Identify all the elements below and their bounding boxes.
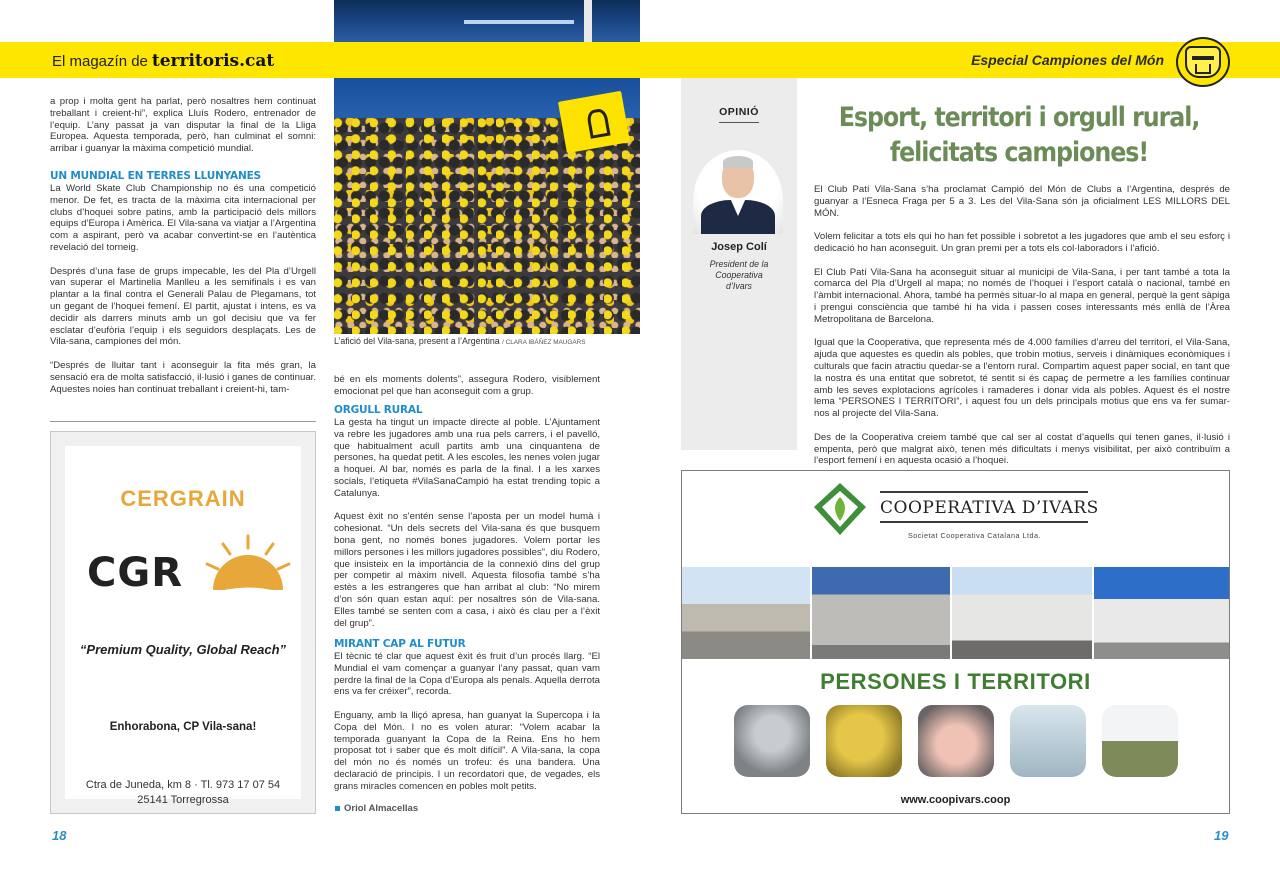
- address-line: Ctra de Juneda, km 8 · Tl. 973 17 07 54: [85, 779, 281, 791]
- opinion-sidebar: [681, 78, 797, 450]
- sun-icon: [203, 532, 293, 602]
- author-name: Oriol Almacellas: [344, 803, 419, 814]
- caption-text: L’afició del Vila-sana, present a l’Argentina: [334, 336, 500, 346]
- page-number-right: 19: [1214, 828, 1229, 843]
- cergrain-slogan: “Premium Quality, Global Reach”: [79, 642, 287, 657]
- ceiling-beam: [464, 20, 574, 24]
- paragraph: La World Skate Club Championship no és una competició menor. De fet, es tracta de la màxima cita internacional per clubs d’hoquei sobre patins, amb la participació dels millors equips d’Europa i Amèrica. El Vila-sana va viatjar a l’Argentina com a aspirant, però va acabar convertint-se en l’autèntica revelació del torneig.: [50, 183, 316, 253]
- coop-products: [734, 705, 1190, 777]
- paragraph: Enguany, amb la lliçó apresa, han guanyat la Supercopa i la Copa del Món. I no es volen aturar: “Volem acabar la temporada guanyant la Copa de la Reina. Ens ho hem proposat tot i saber que és molt difícil”. A Vila-sana, la copa del món no és només un trofeu: és una bandera. Una declaració de principis. I un recordatori que, de vegades, els grans miracles comencen en pobles molt petits.: [334, 709, 600, 792]
- arena-post: [584, 0, 592, 42]
- article-col2-mid: [334, 417, 600, 641]
- paragraph: a prop i molta gent ha parlat, però nosaltres hem continuat treballant i creient-hi”, explica Lluís Rodero, entrenador de l’equip. L’any passat ja van disputar la final de la Lliga Europea. Aquesta temporada, però, han culminat el somni: arribar i guanyar la màxima competició mundial.: [50, 96, 316, 155]
- coop-url[interactable]: www.coopivars.coop: [900, 794, 1011, 806]
- coop-tagline: Societat Cooperativa Catalana Ltda.: [908, 531, 1041, 540]
- crowd-photo: [334, 78, 640, 334]
- subheading-futur: MIRANT CAP AL FUTUR: [334, 638, 466, 650]
- divider: [50, 421, 316, 422]
- section-label: OPINIÓ: [719, 106, 759, 118]
- paragraph: bé en els moments dolents”, assegura Rodero, visiblement emocionat pel que han aconseguit com a grup.: [334, 374, 600, 397]
- opinion-author-role: President de la Cooperativa d’Ivars: [709, 259, 769, 291]
- photo-warehouse: [952, 567, 1092, 659]
- paragraph: Igual que la Cooperativa, que representa més de 4.000 famílies d’arreu del territori, el Vila-Sana, ajuda que aquestes es quedin als pobles, que trobin motius, serveis i dinàmiques econòmiques i culturals que facin atractiu quedar-se a l’entorn rural. Compartim aquest paper social, en tant que la nostra és una entitat que sobretot, té sentit si és capaç de permetre a les famílies continuar amb les seves explotacions agrícoles i ramaderes i donar vida als pobles. Aquest és el nostre lema “PERSONES I TERRITORI”, i aquest fou un dels principals motius que ens va fer sumar-nos al projecte del Vila-Sana.: [814, 337, 1230, 420]
- paragraph: El Club Patí Vila-Sana s’ha proclamat Campió del Món de Clubs a l’Argentina, després de guanyar a l’Esneca Fraga per 5 a 3. Les del Vila-Sana són ja oficialment LES MILLORS DEL MÓN.: [814, 184, 1230, 219]
- coop-rule-bottom: [880, 521, 1088, 523]
- paragraph: El tècnic té clar que aquest èxit és fruit d’un procés llarg. “El Mundial el vam començar a guanyar l’any passat, quan vam perdre la final de la Copa d’Europa als penals. Aquella derrota ens va fer créixer”, recorda.: [334, 651, 600, 698]
- opinion-author-name: Josep Colí: [711, 241, 767, 253]
- coop-photo-strip: [682, 567, 1230, 659]
- paragraph: “Després de lluitar tant i aconseguir la fita més gran, la sensació era de molta satisfacció, il·lusió i ganes de continuar. Aquestes noies han continuat treballant i creient-hi, tam-: [50, 359, 316, 395]
- photo-village: [682, 567, 810, 659]
- supporters-stands: [334, 118, 640, 334]
- page-title: Esport, territori i orgull rural, felicitats campiones!: [838, 102, 1200, 168]
- subheading-orgull: ORGULL RURAL: [334, 404, 423, 416]
- paragraph: Volem felicitar a tots els qui ho han fet possible i sobretot a les jugadores que amb el seu esforç i dedicació ho han aconseguit. Un gran premi per a tots els col·laboradors i l’afició.: [814, 231, 1230, 254]
- cergrain-congrats: Enhorabona, CP Vila-sana!: [109, 721, 257, 733]
- address-line: 25141 Torregrossa: [137, 794, 229, 806]
- photo-silos: [812, 567, 950, 659]
- photo-credit: / CLARA IBÁÑEZ MAUGARS: [502, 339, 586, 346]
- cgr-logo-letters: CGR: [87, 550, 183, 596]
- photo-store: [1094, 567, 1230, 659]
- product-pigs: [918, 705, 994, 777]
- product-irrigation: [1102, 705, 1178, 777]
- top-photo: [334, 0, 640, 42]
- cooperativa-ad[interactable]: [681, 470, 1230, 814]
- product-feed-bags: [1010, 705, 1086, 777]
- coop-slogan: PERSONES I TERRITORI: [820, 669, 1091, 694]
- magazine-title: [52, 51, 274, 71]
- article-col2-bottom: [334, 651, 600, 804]
- author-byline: [335, 803, 418, 814]
- magazine-prefix: El magazín de: [52, 53, 148, 70]
- page-number-left: 18: [52, 828, 67, 843]
- cgr-logo: [87, 532, 287, 602]
- photo-caption: [334, 336, 644, 346]
- product-milk-tank: [734, 705, 810, 777]
- special-title: Especial Campiones del Món: [971, 52, 1164, 68]
- section-underline: [719, 122, 759, 123]
- brand-logo[interactable]: territoris.cat: [151, 51, 275, 71]
- cooperativa-leaf-logo-icon: [810, 481, 870, 537]
- paragraph: Aquest èxit no s’entén sense l’aposta per un model humà i cohesionat. “Un dels secrets del Vila-sana és que busquem bona gent, no només bones jugadores. Volem portar les millors persones i les millors jugadores possibles”, diu Rodero, que insisteix en la importància de la connexió dins del grup per competir al màxim nivell. Aquesta filosofia també s’ha estès a les estrangeres que han arribat al club: “No mirem d’on són quan estan aquí: per nosaltres són de Vila-sana. Elles també se senten com a casa, i això és clau per a l’èxit del grup”.: [334, 511, 600, 629]
- article-col1-top: [50, 96, 316, 167]
- subheading-mundial: UN MUNDIAL EN TERRES LLUNYANES: [50, 170, 261, 182]
- product-grain: [826, 705, 902, 777]
- paragraph: La gesta ha tingut un impacte directe al poble. L’Ajuntament va rebre les jugadores amb una rua pels carrers, i el pavelló, que habitualment acull partits amb una cinquantena de persones, ha quedat petit. A les escoles, les nenes volen jugar a hoquei. Al bar, només es parla de la final. I a les xarxes socials, l’etiqueta #VilaSanaCampió ha estat trending topic a Catalunya.: [334, 417, 600, 499]
- opinion-body: [814, 184, 1230, 479]
- paragraph: Des de la Cooperativa creiem també que cal ser al costat d’aquells qui tenen ganes, il·lusió i empenta, però que malgrat això, tenen més dificultats i menys visibilitat, per això contribuïm a l’esport femení i en aquesta ocasió a l’hoquei.: [814, 431, 1230, 467]
- cergrain-ad[interactable]: [50, 431, 316, 814]
- author-portrait: [693, 150, 783, 234]
- article-col1: [50, 183, 316, 407]
- club-crest-icon: [1176, 37, 1230, 87]
- paragraph: Després d’una fase de grups impecable, les del Pla d’Urgell van superar el Martinelia Manlleu a les semifinals i es van plantar a la final contra el Generali Palau de Plegamans, tot un gegant de l’hoquei femení. El partit, ajustat i intens, es va decidir als darrers minuts amb un gol decisiu que va fer esclatar d’eufòria l’equip i els seguidors desplaçats. Les de Vila-sana, campiones del món.: [50, 265, 316, 348]
- coop-name: COOPERATIVA D’IVARS: [880, 498, 1099, 518]
- coop-rule-top: [880, 491, 1088, 493]
- cergrain-brand: CERGRAIN: [120, 486, 246, 511]
- paragraph: El Club Patí Vila-Sana ha aconseguit situar al municipi de Vila-Sana, i per tant també a tota la comarca del Pla d’Urgell al mapa; no només de l’hoquei i l’esport català o nacional, també en l’àmbit internacional. Ahora, també ha permès situar-lo al mapa en general, perquè la gent sàpiga i prengui consciència que també hi ha vida i passen coses interessants més enllà de l’Àrea Metropolitana de Barcelona.: [814, 266, 1230, 325]
- yellow-flag-icon: [558, 91, 630, 153]
- cergrain-address: [65, 778, 301, 808]
